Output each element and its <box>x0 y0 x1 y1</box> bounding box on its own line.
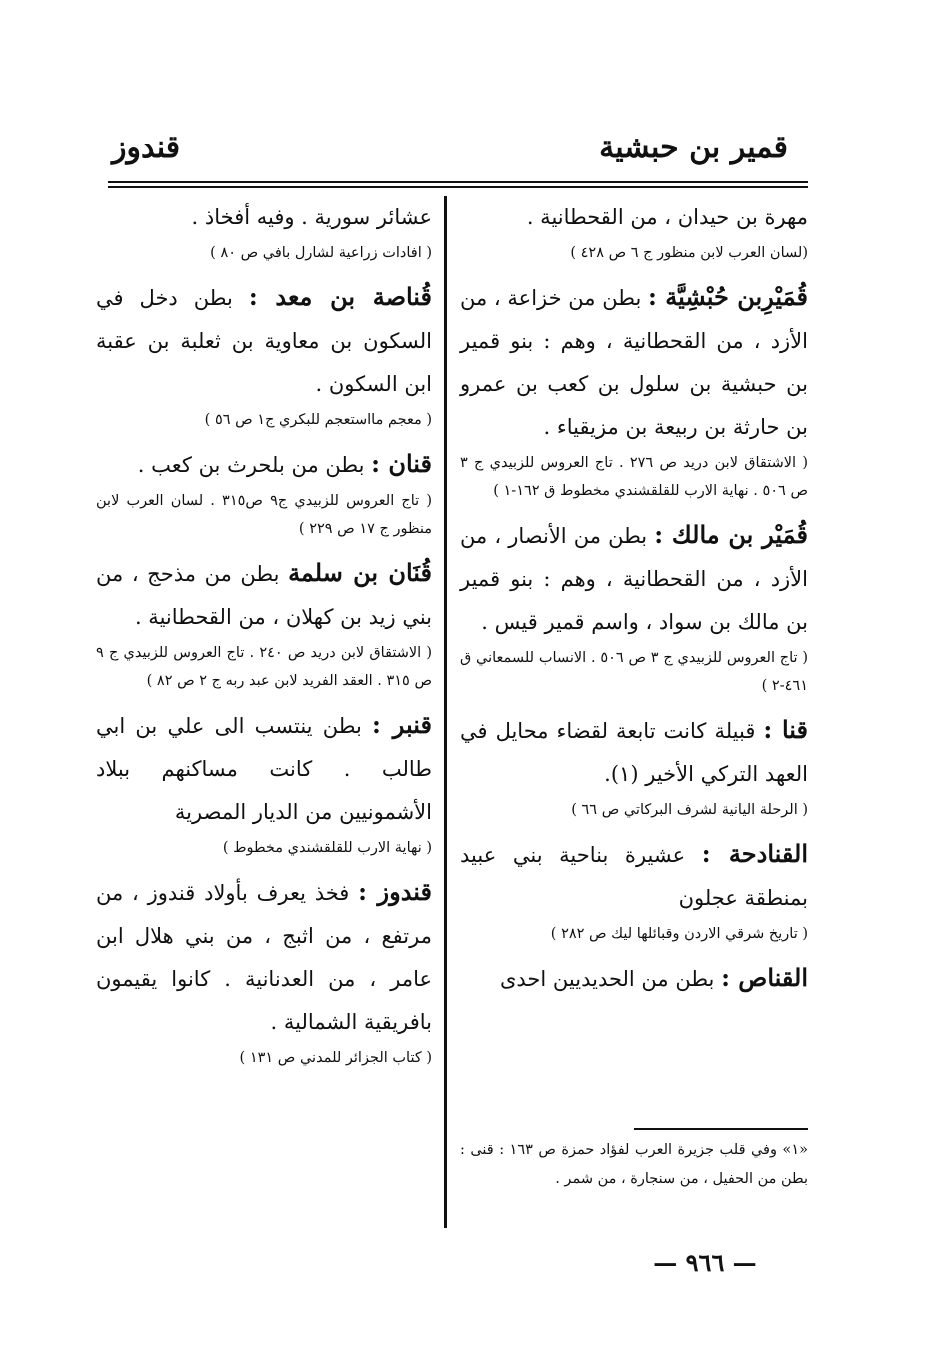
entry-text: قبيلة كانت تابعة لقضاء محايل في العهد التركي الأخير (١). <box>460 719 808 786</box>
entry-continuation <box>460 196 808 267</box>
entry-qanduz <box>96 870 432 1072</box>
entry-al-qannas <box>460 956 808 1001</box>
entry-source: ( تاج العروس للزبيدي ج ٣ ص ٥٠٦ . الانساب للسمعاني ق ٤٦١-٢ ) <box>460 650 808 694</box>
entry-term: القنادحة : <box>701 839 808 868</box>
entry-source: (لسان العرب لابن منظور ج ٦ ص ٤٢٨ ) <box>570 245 808 261</box>
entry-text: بطن من مذحج ، من بني زيد بن كهلان ، من القحطانية . <box>96 562 432 629</box>
entry-term: قُمَيْرِبن حُبْشِيَّة : <box>648 282 808 311</box>
page-number: — ٩٦٦ — <box>653 1248 757 1277</box>
entry-text: بطن من بلحرث بن كعب . <box>137 453 365 477</box>
left-column <box>96 196 432 1080</box>
entry-term: قُناصة بن معد : <box>248 282 432 311</box>
entry-qana <box>460 708 808 824</box>
entry-source: ( كتاب الجزائر للمدني ص ١٣١ ) <box>239 1050 432 1066</box>
entry-term: قنان : <box>371 449 432 478</box>
entry-term: قنبر : <box>372 710 432 739</box>
entry-qumayr-bin-hubshiyya <box>460 275 808 505</box>
entry-al-qanadiha <box>460 832 808 948</box>
entry-source: ( معجم مااستعجم للبكري ج١ ص ٥٦ ) <box>204 412 432 428</box>
entry-term: قنا : <box>763 715 808 744</box>
footnote: «١» وفي قلب جزيرة العرب لفؤاد حمزة ص ١٦٣ : قنى : بطن من الحفيل ، من سنجارة ، من شمر . <box>460 1142 808 1187</box>
entry-qunan-bin-salama <box>96 551 432 695</box>
entry-term: قندوز : <box>358 877 433 906</box>
running-head-left: قندوز <box>112 130 181 165</box>
right-column <box>460 196 808 1009</box>
entry-qanbar <box>96 703 432 862</box>
entry-text: عشيرة بناحية بني عبيد بمنطقة عجلون <box>460 843 808 910</box>
entry-source: ( الاشتقاق لابن دريد ص ٢٤٠ . تاج العروس للزبيدي ج ٩ ص ٣١٥ . العقد الفريد لابن عبد ربه ج ٢ ص ٨٢ ) <box>96 645 432 689</box>
header-rule-top <box>108 181 808 183</box>
entry-source: ( نهاية الارب للقلقشندي مخطوط ) <box>222 840 432 856</box>
running-head-right: قمير بن حبشية <box>599 130 788 165</box>
entry-text: مهرة بن حيدان ، من القحطانية . <box>526 205 808 229</box>
entry-text: بطن من الحديديين احدى <box>499 967 715 991</box>
entry-text: عشائر سورية . وفيه أفخاذ . <box>191 205 432 229</box>
column-divider <box>444 196 447 1228</box>
entry-term: قُمَيْر بن مالك : <box>654 520 808 549</box>
entry-text: بطن ينتسب الى علي بن ابي طالب . كانت مساكنهم ببلاد الأشمونيين من الديار المصرية <box>96 714 432 824</box>
entry-source: ( تاريخ شرقي الاردن وقبائلها ليك ص ٢٨٢ ) <box>550 926 808 942</box>
entry-term: القناص : <box>721 963 808 992</box>
entry-text: بطن دخل في السكون بن معاوية بن ثعلبة بن عقبة ابن السكون . <box>96 286 432 396</box>
entry-text: فخذ يعرف بأولاد قندوز ، من مرتفع ، من اثبج ، من بني هلال ابن عامر ، من العدنانية . كانوا يقيمون بافريقية الشمالية . <box>96 881 432 1034</box>
entry-continuation <box>96 196 432 267</box>
entry-source: ( تاج العروس للزبيدي ج٩ ص٣١٥ . لسان العرب لابن منظور ج ١٧ ص ٢٢٩ ) <box>96 493 432 537</box>
entry-source: ( الرحلة اليانية لشرف البركاتي ص ٦٦ ) <box>571 802 808 818</box>
header-rule-bottom <box>108 186 808 188</box>
entry-qunasa-bin-maadd <box>96 275 432 434</box>
entry-qanan <box>96 442 432 543</box>
entry-text: بطن من خزاعة ، من الأزد ، من القحطانية ، وهم : بنو قمير بن حبشية بن سلول بن كعب بن عمرو بن حارثة بن ربيعة بن مزيقياء . <box>460 286 808 439</box>
entry-qumayr-bin-malik <box>460 513 808 700</box>
entry-source: ( الاشتقاق لابن دريد ص ٢٧٦ . تاج العروس للزبيدي ج ٣ ص ٥٠٦ . نهاية الارب للقلقشندي مخطوط ق ١٦٢-١ ) <box>460 455 808 499</box>
footnote-rule <box>634 1128 808 1130</box>
entry-source: ( افادات زراعية لشارل بافي ص ٨٠ ) <box>210 245 432 261</box>
entry-text: بطن من الأنصار ، من الأزد ، من القحطانية ، وهم : بنو قمير بن مالك بن سواد ، واسم قمير قيس . <box>460 524 808 634</box>
entry-term: قُنَان بن سلمة <box>288 558 432 587</box>
